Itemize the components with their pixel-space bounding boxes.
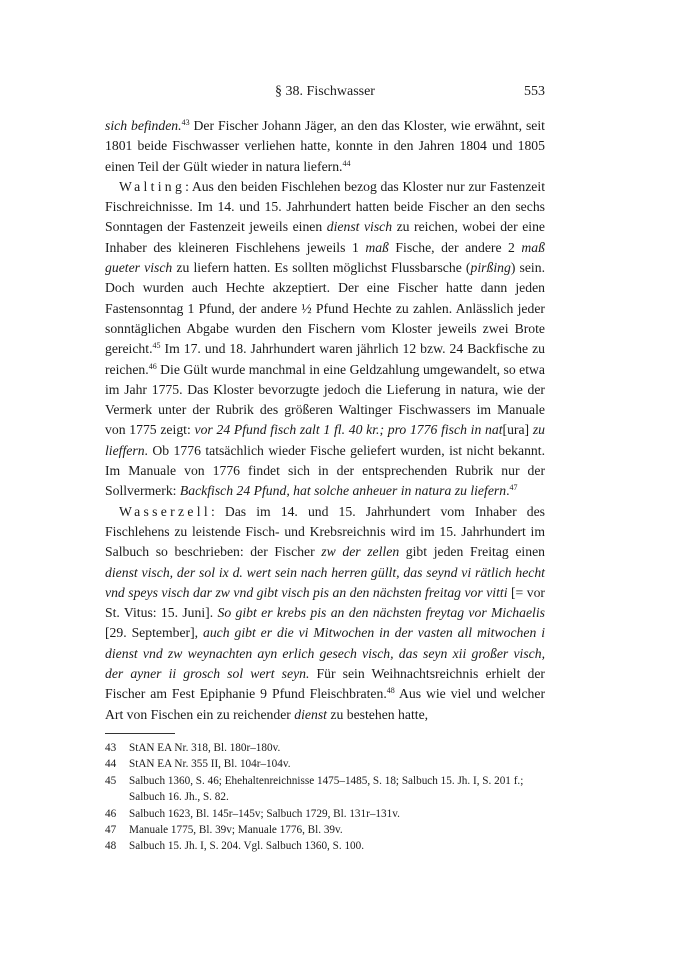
text-run: Für sein Weihnachtsreichnis erhielt der Fischer am Fest Epiphanie 9 Pfund Fleischbraten. (105, 666, 545, 702)
footnote (105, 822, 545, 838)
page-number: 553 (524, 84, 545, 99)
footnote-number: 43 (105, 742, 117, 754)
italic-run: So gibt er krebs pis an den nächsten freytag vor Michaelis (217, 605, 545, 621)
italic-run: dienst (294, 706, 327, 722)
text-run: zu bestehen hatte, (326, 706, 429, 722)
footnotes (105, 740, 545, 855)
footnote-number: 45 (105, 774, 117, 787)
text-run: Der Fischer Johann Jäger, an den das Kloster, wie erwähnt, seit 1801 beide Fischwasser verliehen hatte, konnte in den Jahren 1804 und 1805 einen Teil der Gült wieder in natura liefern. (105, 118, 545, 174)
italic-run: pirßing (470, 260, 511, 276)
paragraph (105, 116, 545, 177)
text-run: : Das im 14. und 15. Jahrhundert vom Inhaber des Fischlehens zu leistende Fisch- und Krebsreichnis wird im 15. Jahrhundert im Salbuch so beschrieben: der Fischer (105, 503, 545, 560)
text-run: gibt jeden Freitag einen (399, 544, 545, 560)
italic-run: auch gibt er die vi Mitwochen in der vasten all mitwochen i dienst vnd zw weynachten ayn erlich gesech visch, das seyn xii großer visch, der ayner ii grosch sol wert seyn. (105, 625, 545, 682)
text-run: Im 17. und 18. Jahrhundert waren jährlich 12 bzw. 24 Backfische zu reichen. (105, 341, 545, 377)
place-name: Wasserzell (119, 503, 211, 519)
footnote-ref: 44 (342, 158, 351, 168)
italic-run: dienst visch, der sol ix d. wert sein nach herren güllt, das seynd vi rätlich hecht vnd speys visch dar zw vnd gibt visch pis an den nächsten freitag vor vitti (105, 564, 545, 600)
footnote-ref: 43 (181, 118, 190, 127)
footnote-text: StAN EA Nr. 355 II, Bl. 104r–104v. (129, 758, 291, 771)
footnote-text: Salbuch 1360, S. 46; Ehehaltenreichnisse 1475–1485, S. 18; Salbuch 15. Jh. I, S. 201 f.; Salbuch 16. Jh., S. 82. (129, 774, 524, 804)
italic-run: zw der zellen (321, 544, 400, 560)
italic-run: zu lieffern (105, 422, 546, 458)
text-run: . Ob 1776 tatsächlich wieder Fische geliefert wurden, ist nicht bekannt. Im Manuale von 1776 findet sich in der entsprechenden Rubrik nur der Sollvermerk: (105, 442, 545, 499)
italic-run: sich befinden. (105, 118, 182, 133)
footnote-number: 46 (105, 807, 117, 820)
text-run: : Aus den beiden Fischlehen bezog das Kloster nur zur Fastenzeit Fischreichnisse. Im 14. und 15. Jahrhundert hatten beide Fischer an den sechs Sonntagen der Fastenzeit jeweils einen (105, 178, 545, 235)
footnote-ref: 48 (386, 686, 395, 696)
text-run: Fische, der andere 2 (388, 239, 522, 255)
body-text (105, 116, 545, 725)
footnote-rule (105, 733, 175, 734)
paragraph (105, 177, 545, 502)
footnote-ref: 45 (152, 341, 161, 351)
text-run: zu liefern hatten. Es sollten möglichst Flussbarsche ( (172, 260, 471, 276)
footnote-text: StAN EA Nr. 318, Bl. 180r–180v. (129, 742, 281, 754)
footnote-ref: 47 (509, 483, 518, 493)
text-run: [29. September], (105, 625, 203, 641)
italic-run: maß gueter visch (105, 239, 545, 276)
text-run: ) sein. Doch wurden auch Hechte akzeptiert. Der eine Fischer hatte dann jeden Fastensonntag 1 Pfund, der andere ½ Pfund Hechte zu zahlen. Anlässlich jeder sonntäglichen Abgabe wurden den Fischern vom Kloster jeweils zwei Brote gereicht. (105, 260, 546, 357)
text-run: . (506, 483, 510, 499)
italic-run: dienst visch (326, 219, 393, 235)
footnote-text: Salbuch 1623, Bl. 145r–145v; Salbuch 1729, Bl. 131r–131v. (129, 807, 400, 820)
text-run: Aus wie viel und welcher Art von Fischen ein zu reichender (105, 686, 546, 722)
footnote (105, 773, 545, 806)
footnote (105, 838, 545, 854)
footnote-number: 48 (105, 840, 117, 853)
footnote-number: 47 (105, 824, 117, 837)
text-run: [= vor St. Vitus: 15. Juni]. (105, 584, 545, 621)
footnote-number: 44 (105, 758, 117, 771)
italic-run: vor 24 Pfund fisch zalt 1 fl. 40 kr.; pro 1776 fisch in nat (194, 422, 503, 438)
text-run: Die Gült wurde manchmal in eine Geldzahlung umgewandelt, so etwa im Jahr 1775. Das Kloster bevorzugte jedoch die Lieferung in natura, wie der Vermerk unter der Rubrik des größeren Waltinger Fischwassers im Manuale von 1775 zeigt: (105, 361, 545, 438)
footnote-text: Salbuch 15. Jh. I, S. 204. Vgl. Salbuch 1360, S. 100. (129, 840, 365, 853)
text-run: zu reichen, wobei der eine Inhaber des kleineren Fischlehens jeweils 1 (105, 219, 546, 255)
footnote (105, 806, 545, 822)
running-head: § 38. Fischwasser (275, 84, 375, 99)
page-header (105, 84, 545, 104)
footnote-ref: 46 (148, 361, 157, 371)
footnote-text: Manuale 1775, Bl. 39v; Manuale 1776, Bl. 39v. (129, 824, 343, 837)
paragraph (105, 502, 545, 725)
footnote (105, 740, 545, 756)
italic-run: Backfisch 24 Pfund, hat solche anheuer in natura zu liefern (179, 483, 507, 499)
place-name: Walting (119, 178, 186, 194)
italic-run: maß (365, 239, 389, 255)
footnote (105, 756, 545, 772)
text-run: [ura] (502, 422, 533, 438)
